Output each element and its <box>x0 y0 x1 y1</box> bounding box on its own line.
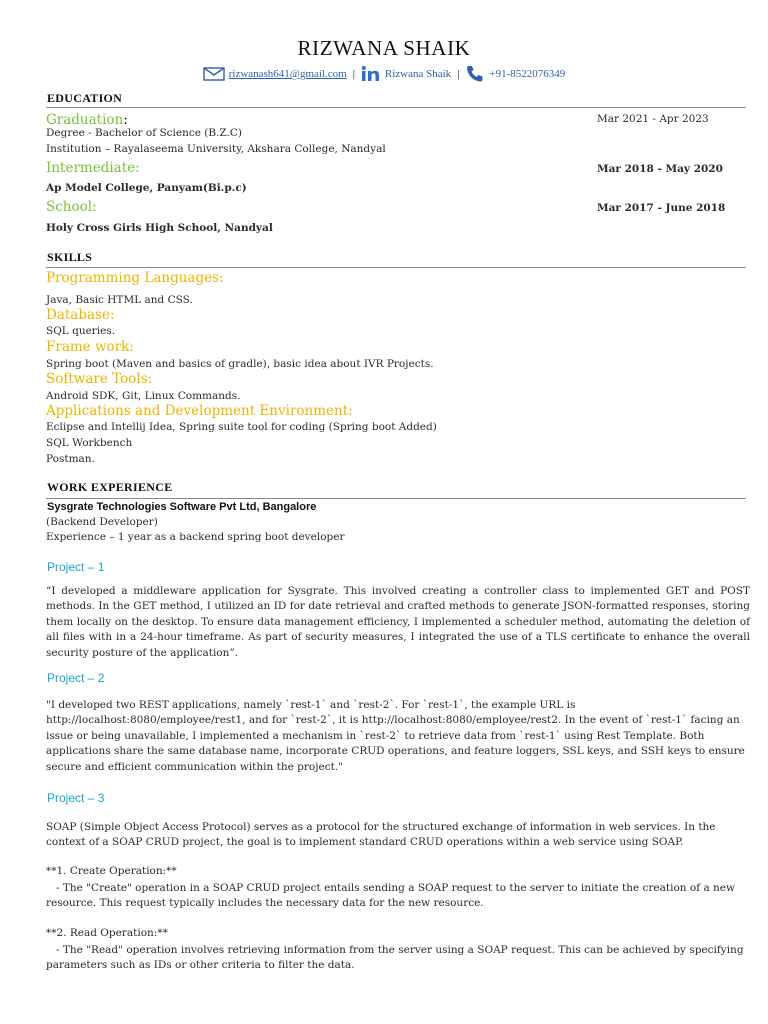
email-icon <box>203 67 225 81</box>
operation-title: **2. Read Operation:** <box>46 927 168 939</box>
skill-text: Android SDK, Git, Linux Commands. <box>46 390 241 402</box>
intermediate-dates: Mar 2018 - May 2020 <box>597 163 723 175</box>
separator: | <box>457 68 460 80</box>
skill-text: Spring boot (Maven and basics of gradle), basic idea about IVR Projects. <box>46 358 434 370</box>
separator: | <box>352 68 355 80</box>
contact-row <box>0 65 768 83</box>
graduation-dates: Mar 2021 - Apr 2023 <box>597 113 709 125</box>
phone-number: +91-8522076349 <box>489 68 566 80</box>
work-title: WORK EXPERIENCE <box>47 480 173 494</box>
skills-title: SKILLS <box>47 250 93 264</box>
skill-heading: Programming Languages: <box>46 270 224 286</box>
project-title: Project – 2 <box>47 671 105 685</box>
skill-text: Postman. <box>46 453 95 465</box>
experience-summary: Experience – 1 year as a backend spring boot developer <box>46 531 345 543</box>
skill-heading: Software Tools: <box>46 371 153 387</box>
project-description: “I developed a middleware application for Sysgrate. This involved creating a controller class to implemented GET and POST methods. In the GET method, I utilized an ID for date retrieval and crafted methods to generate JSON-formatted responses, storing them locally on the desktop. To ensure data management efficiency, I implemented a scheduler method, automating the deletion of all files with in a 24-hour timeframe. As part of security measures, I integrated the use of a TLS certificate to enhance the overall security posture of the application”. <box>46 585 750 659</box>
operation-title: **1. Create Operation:** <box>46 865 177 877</box>
candidate-name: RIZWANA SHAIK <box>297 36 471 60</box>
skill-text: Java, Basic HTML and CSS. <box>46 294 193 306</box>
school-dates: Mar 2017 - June 2018 <box>597 202 726 214</box>
operation-text: - The "Create" operation in a SOAP CRUD project entails sending a SOAP request to the server to initiate the creation of a new resource. This request typically includes the necessary data for the new resource. <box>46 882 739 910</box>
graduation-institution: Institution – Rayalaseema University, Akshara College, Nandyal <box>46 143 386 155</box>
linkedin-link[interactable]: Rizwana Shaik <box>384 68 452 80</box>
graduation-degree: Degree - Bachelor of Science (B.Z.C) <box>46 127 243 139</box>
section-divider <box>46 107 746 108</box>
linkedin-icon <box>361 66 381 82</box>
job-role: (Backend Developer) <box>46 516 158 528</box>
phone-icon <box>465 65 485 83</box>
school-heading: School: <box>46 199 97 215</box>
project-title: Project – 1 <box>47 560 105 574</box>
skill-heading: Applications and Development Environment: <box>46 403 353 419</box>
section-divider <box>46 267 746 268</box>
intermediate-heading: Intermediate: <box>46 160 140 176</box>
skill-text: SQL Workbench <box>46 437 133 449</box>
skill-heading: Database: <box>46 307 115 323</box>
section-divider <box>46 498 746 499</box>
intermediate-college: Ap Model College, Panyam(Bi.p.c) <box>46 182 247 194</box>
skill-text: Eclipse and Intellij Idea, Spring suite tool for coding (Spring boot Added) <box>46 421 437 433</box>
skill-text: SQL queries. <box>46 325 116 337</box>
education-title: EDUCATION <box>47 91 123 105</box>
graduation-heading: Graduation: <box>46 112 128 128</box>
project-title: Project – 3 <box>47 791 105 805</box>
project-description: "I developed two REST applications, namely `rest-1` and `rest-2`. For `rest-1`, the example URL is http://localhost:8080/employee/rest1, and for `rest-2`, it is http://localhost:8080/employee/rest2. In the event of `rest-1` facing an issue or being unavailable, I implemented a mechanism in `rest-2` to retrieve data from `rest-1` using Rest Template. Both applications share the same database name, incorporate CRUD operations, and feature loggers, SSL keys, and SSH keys to ensure secure and efficient communication within the project." <box>46 699 745 773</box>
operation-text: - The "Read" operation involves retrieving information from the server using a SOAP request. This can be achieved by specifying parameters such as IDs or other criteria to filter the data. <box>46 944 747 972</box>
email-link[interactable]: rizwanash641@gmail.com <box>228 68 347 80</box>
skill-heading: Frame work: <box>46 339 134 355</box>
company-name: Sysgrate Technologies Software Pvt Ltd, Bangalore <box>47 501 317 513</box>
school-name: Holy Cross Girls High School, Nandyal <box>46 222 273 234</box>
project-intro: SOAP (Simple Object Access Protocol) serves as a protocol for the structured exchange of information in web services. In the context of a SOAP CRUD project, the goal is to implement standard CRUD operations within a web service using SOAP. <box>46 821 716 849</box>
